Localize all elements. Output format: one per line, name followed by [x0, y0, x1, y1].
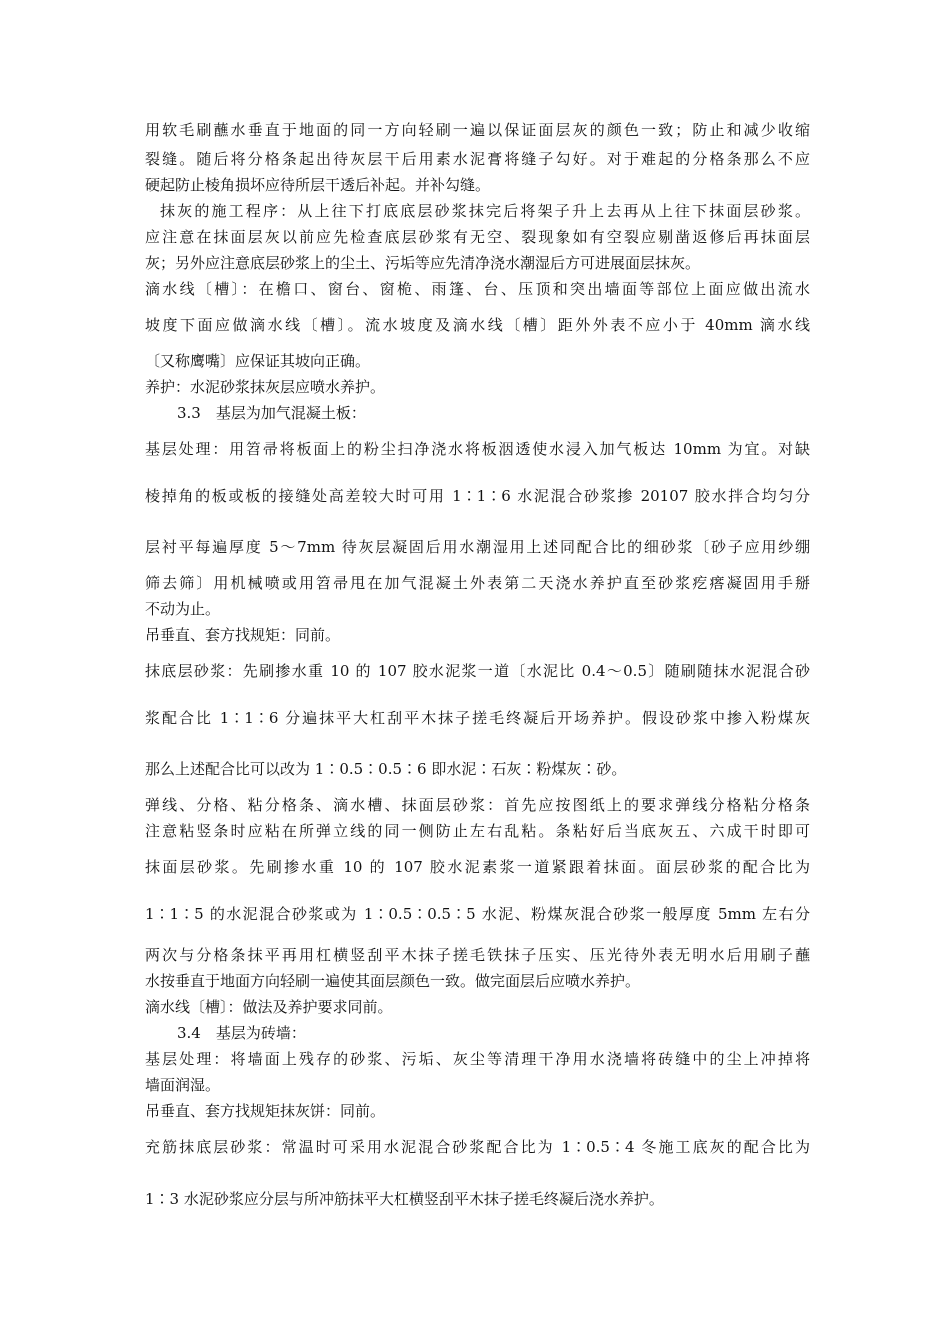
text-line: 不动为止。 — [145, 600, 221, 618]
section-heading: 3.3 基层为加气混凝土板： — [177, 404, 366, 422]
section-heading: 3.4 基层为砖墙： — [177, 1024, 306, 1042]
text-line: 硬起防止棱角损坏应待所层干透后补起。并补勾缝。 — [145, 176, 491, 194]
text-line: 抹底层砂浆：先刷掺水重 10 的 107 胶水泥浆一道〔水泥比 0.4～0.5〕随刷随抹水泥混合砂 — [145, 662, 810, 680]
text-line: 基层处理：用笤帚将板面上的粉尘扫净浇水将板洇透使水浸入加气板达 10mm 为宜。对缺 — [145, 440, 810, 458]
text-line: 注意粘竖条时应粘在所弹立线的同一侧防止左右乱粘。条粘好后当底灰五、六成干时即可 — [145, 822, 810, 840]
text-line: 浆配合比 1∶1∶6 分遍抹平大杠刮平木抹子搓毛终凝后开场养护。假设砂浆中掺入粉煤灰 — [145, 709, 810, 727]
text-line: 1∶1∶5 的水泥混合砂浆或为 1∶0.5∶0.5∶5 水泥、粉煤灰混合砂浆一般厚度 5mm 左右分 — [145, 905, 810, 923]
text-line: 裂缝。随后将分格条起出待灰层干后用素水泥膏将缝子勾好。对于难起的分格条那么不应 — [145, 150, 810, 168]
text-line: 墙面润湿。 — [145, 1076, 221, 1094]
text-line: 1∶3 水泥砂浆应分层与所冲筋抹平大杠横竖刮平木抹子搓毛终凝后浇水养护。 — [145, 1190, 664, 1208]
text-line: 充筋抹底层砂浆：常温时可采用水泥混合砂浆配合比为 1∶0.5∶4 冬施工底灰的配合比为 — [145, 1138, 810, 1156]
text-line: 坡度下面应做滴水线〔槽〕。流水坡度及滴水线〔槽〕距外外表不应小于 40mm 滴水线 — [145, 316, 810, 334]
text-line: 棱掉角的板或板的接缝处高差较大时可用 1∶1∶6 水泥混合砂浆掺 20107 胶水拌合均匀分 — [145, 487, 810, 505]
text-line: 两次与分格条抹平再用杠横竖刮平木抹子搓毛铁抹子压实、压光待外表无明水后用刷子蘸 — [145, 946, 810, 964]
text-line: 滴水线〔槽〕：做法及养护要求同前。 — [145, 998, 393, 1016]
text-line: 那么上述配合比可以改为 1∶0.5∶0.5∶6 即水泥∶石灰∶粉煤灰∶砂。 — [145, 760, 627, 778]
text-line: 应注意在抹面层灰以前应先检查底层砂浆有无空、裂现象如有空裂应剔凿返修后再抹面层 — [145, 228, 810, 246]
text-line: 水按垂直于地面方向轻刷一遍使其面层颜色一致。做完面层后应喷水养护。 — [145, 972, 641, 990]
text-line: 养护：水泥砂浆抹灰层应喷水养护。 — [145, 378, 386, 396]
text-line: 抹灰的施工程序：从上往下打底底层砂浆抹完后将架子升上去再从上往下抹面层砂浆。 — [160, 202, 810, 220]
text-line: 抹面层砂浆。先刷掺水重 10 的 107 胶水泥素浆一道紧跟着抹面。面层砂浆的配合比为 — [145, 858, 810, 876]
text-line: 弹线、分格、粘分格条、滴水槽、抹面层砂浆：首先应按图纸上的要求弹线分格粘分格条 — [145, 796, 810, 814]
text-line: 筛去筛〕用机械喷或用笤帚甩在加气混凝土外表第二天浇水养护直至砂浆疙瘩凝固用手掰 — [145, 574, 810, 592]
text-line: 〔又称鹰嘴〕应保证其坡向正确。 — [145, 352, 371, 370]
text-line: 层衬平每遍厚度 5～7mm 待灰层凝固后用水潮湿用上述同配合比的细砂浆〔砂子应用纱绷 — [145, 538, 810, 556]
text-line: 用软毛刷蘸水垂直于地面的同一方向轻刷一遍以保证面层灰的颜色一致；防止和减少收缩 — [145, 121, 810, 139]
text-line: 基层处理：将墙面上残存的砂浆、污垢、灰尘等清理干净用水浇墙将砖缝中的尘上冲掉将 — [145, 1050, 810, 1068]
text-line: 灰；另外应注意底层砂浆上的尘土、污垢等应先清净浇水潮湿后方可进展面层抹灰。 — [145, 254, 701, 272]
text-line: 吊垂直、套方找规矩：同前。 — [145, 626, 341, 644]
text-line: 吊垂直、套方找规矩抹灰饼：同前。 — [145, 1102, 386, 1120]
text-line: 滴水线〔槽〕：在檐口、窗台、窗桅、雨篷、台、压顶和突出墙面等部位上面应做出流水 — [145, 280, 810, 298]
